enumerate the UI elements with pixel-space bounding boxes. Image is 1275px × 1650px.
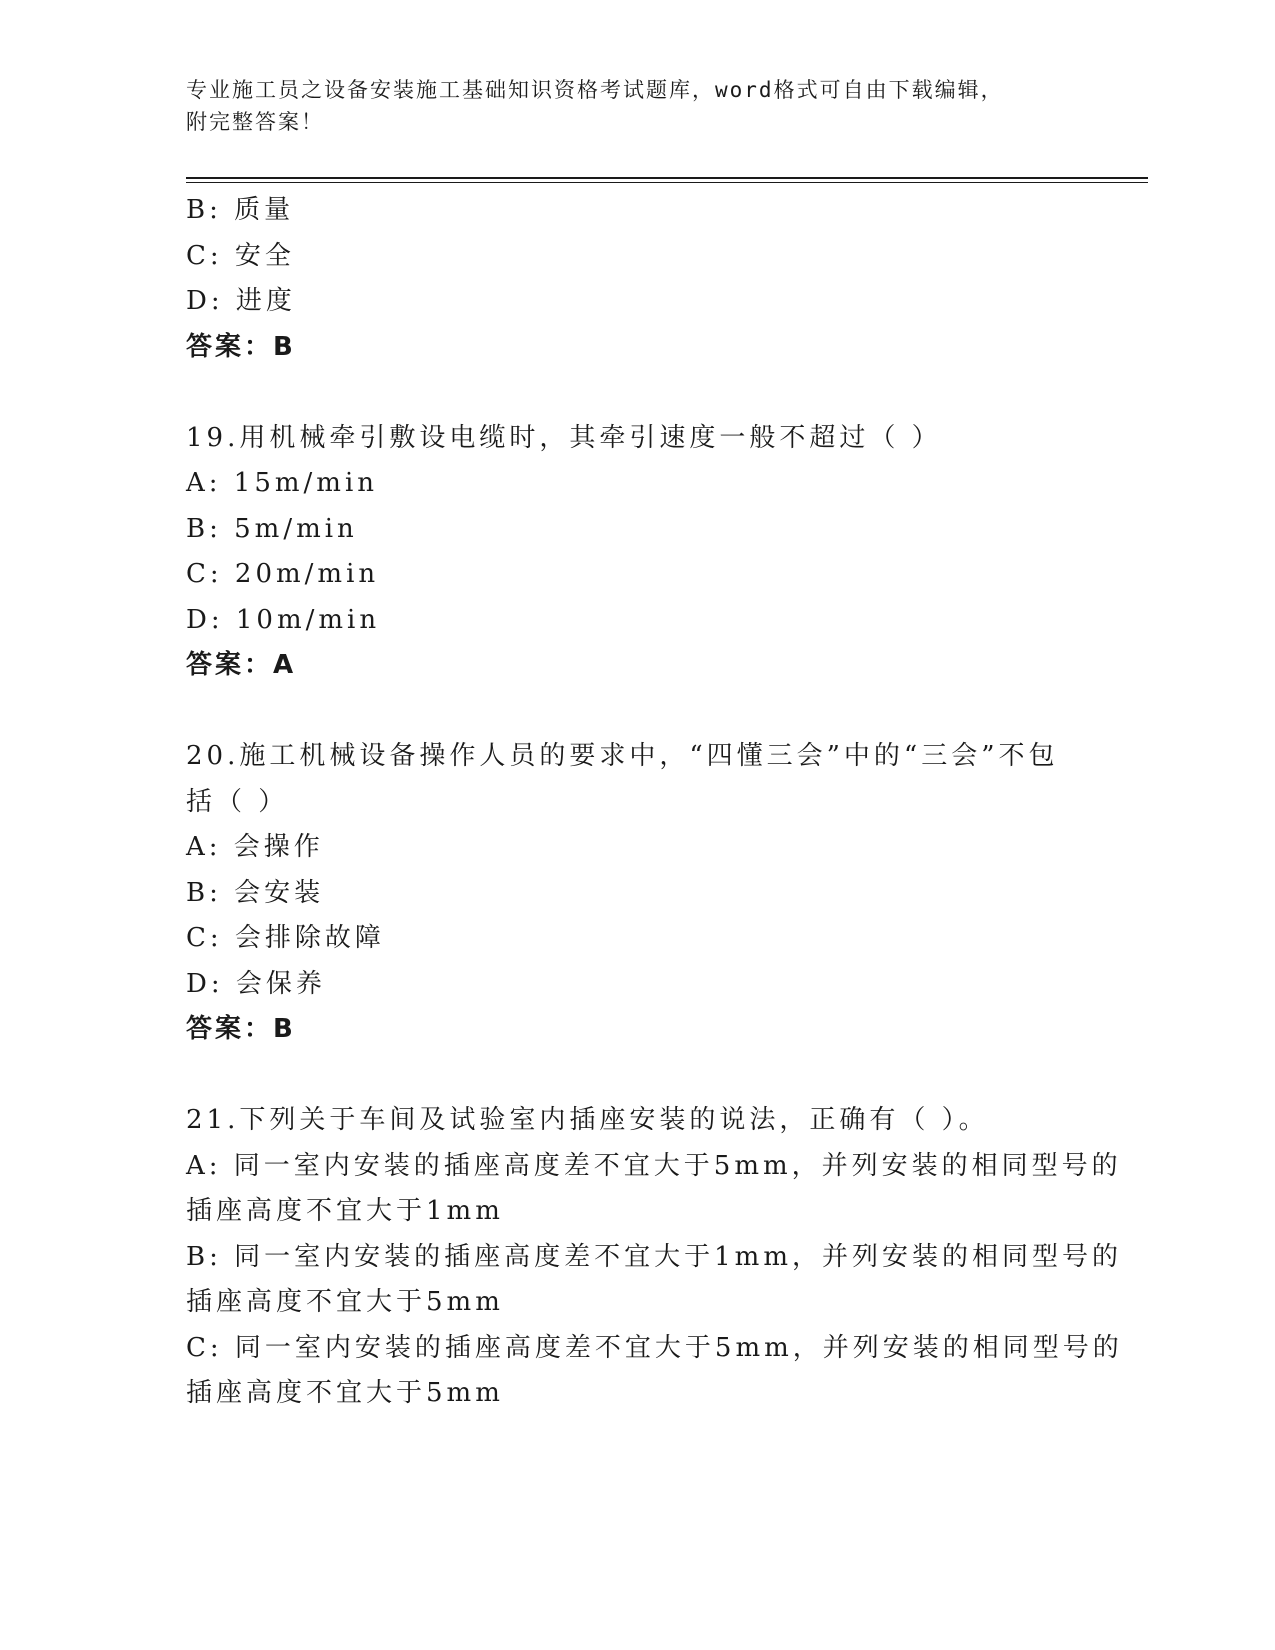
header-line-2: 附完整答案！ bbox=[186, 110, 324, 134]
previous-question-tail bbox=[186, 188, 1066, 370]
option-a: A: 15m/min bbox=[186, 468, 379, 498]
question-stem: 20.施工机械设备操作人员的要求中，“四懂三会”中的“三会”不包 bbox=[186, 741, 1059, 771]
question-content bbox=[186, 188, 1123, 1417]
answer-line: 答案：A bbox=[186, 650, 297, 680]
option-c: C: 同一室内安装的插座高度差不宜大于5mm，并列安装的相同型号的 bbox=[186, 1332, 1123, 1363]
option-d: D: 10m/min bbox=[186, 604, 381, 635]
header-line-1: 专业施工员之设备安装施工基础知识资格考试题库，word格式可自由下载编辑， bbox=[186, 78, 1004, 102]
option-b-continued: 插座高度不宜大于5mm bbox=[186, 1287, 504, 1317]
spacer bbox=[186, 1053, 1066, 1099]
option-b: B: 5m/min bbox=[186, 513, 358, 544]
option-c-continued: 插座高度不宜大于5mm bbox=[186, 1378, 504, 1408]
header-rule-thick bbox=[186, 177, 1148, 179]
answer-line: 答案：B bbox=[186, 1014, 296, 1044]
option-c: C: 会排除故障 bbox=[186, 923, 385, 953]
document-header bbox=[186, 74, 1066, 138]
question-stem: 19.用机械牵引敷设电缆时，其牵引速度一般不超过（ ） bbox=[186, 422, 942, 453]
question-stem-continued: 括（ ） bbox=[186, 786, 289, 817]
option-c: C: 20m/min bbox=[186, 559, 380, 589]
spacer bbox=[186, 370, 1066, 416]
option-a: A: 同一室内安装的插座高度差不宜大于5mm，并列安装的相同型号的 bbox=[186, 1150, 1122, 1181]
question-20 bbox=[186, 734, 1066, 1053]
option-a: A: 会操作 bbox=[186, 832, 324, 862]
question-21 bbox=[186, 1098, 1123, 1417]
option-b: B: 质量 bbox=[186, 195, 295, 225]
option-d: D: 会保养 bbox=[186, 968, 326, 999]
question-stem: 21.下列关于车间及试验室内插座安装的说法，正确有（ ）。 bbox=[186, 1105, 989, 1135]
spacer bbox=[186, 689, 1066, 735]
option-b: B: 会安装 bbox=[186, 877, 325, 908]
question-19 bbox=[186, 416, 1066, 689]
answer-line: 答案：B bbox=[186, 331, 296, 362]
option-a-continued: 插座高度不宜大于1mm bbox=[186, 1196, 504, 1226]
option-c: C: 安全 bbox=[186, 240, 295, 271]
option-d: D: 进度 bbox=[186, 286, 296, 316]
header-rule-thin bbox=[186, 182, 1148, 183]
option-b: B: 同一室内安装的插座高度差不宜大于1mm，并列安装的相同型号的 bbox=[186, 1241, 1122, 1272]
